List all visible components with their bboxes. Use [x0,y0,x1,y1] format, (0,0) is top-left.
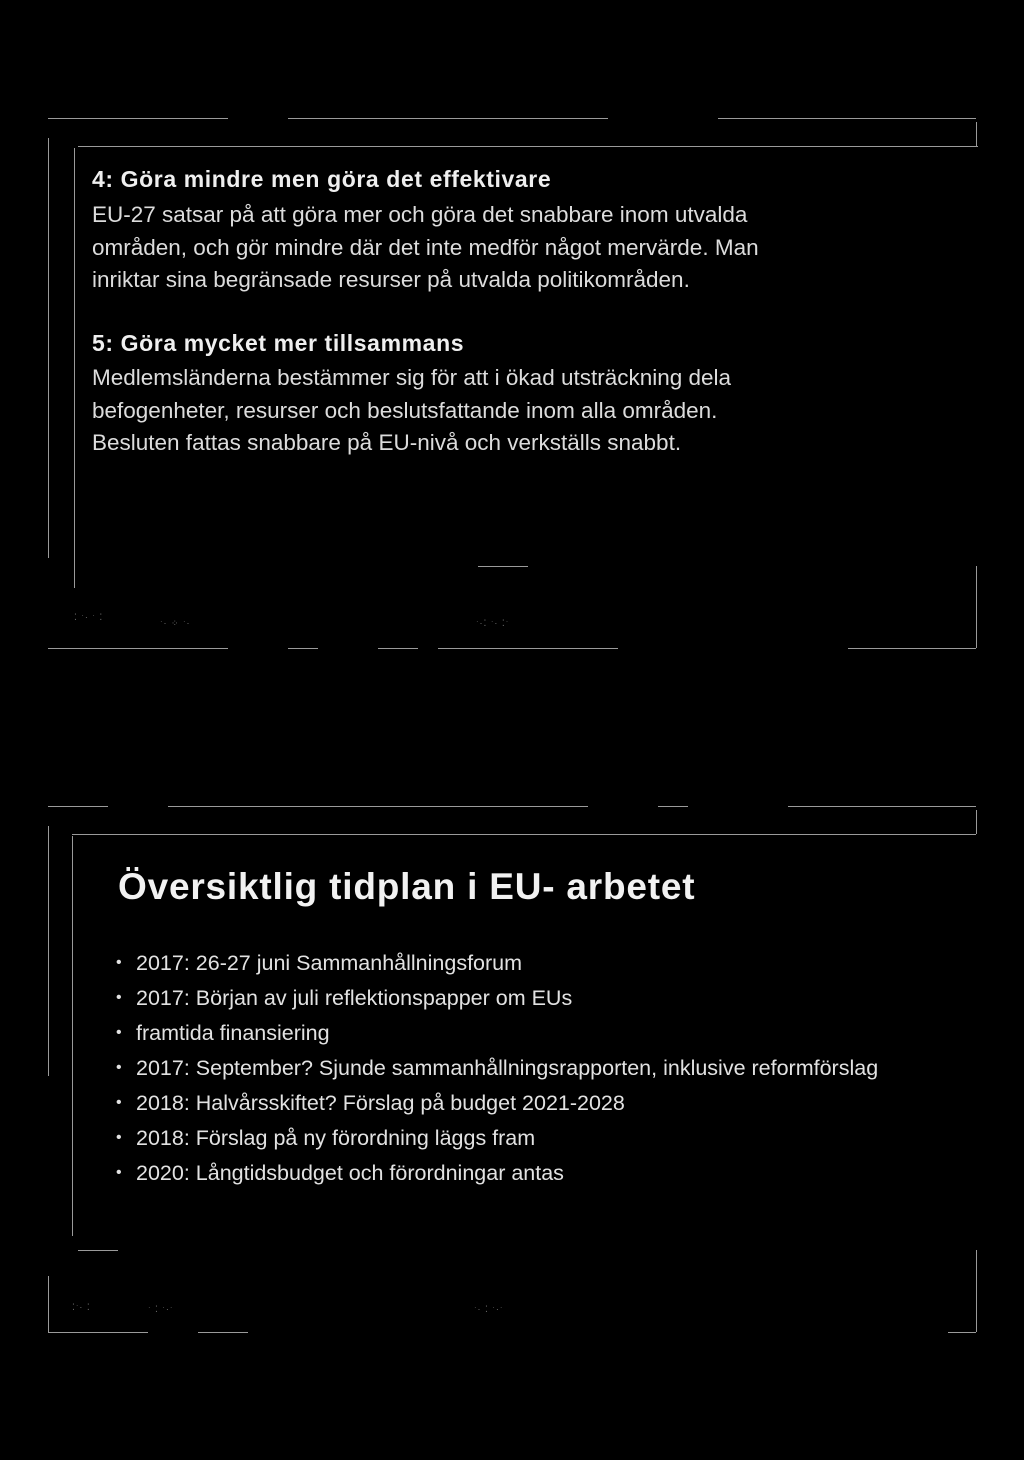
list-item: • framtida finansiering [116,1021,330,1045]
timeline-list [112,952,932,1197]
footer-marks: ⁚ ˑ· ˑ ⁚ [74,612,104,622]
scenario-4-line-1: EU-27 satsar på att göra mer och göra det snabbare inom utvalda [92,202,748,227]
scenario-5-title: 5: Göra mycket mer tillsammans [92,330,465,356]
list-item: • 2017: Början av juli reflektionspapper om EUs [116,986,573,1010]
footer-marks: ˑ·⁚ ˑ· ⁚ˑ [476,618,510,628]
slide-timeline [48,806,978,1336]
list-item: • 2018: Förslag på ny förordning läggs fram [116,1126,536,1150]
footer-marks: ˑ· ⁘ ˑ· [160,618,191,628]
footer-marks: ˑ ⁚ ˑ·ˑ [148,1304,174,1314]
footer-marks: ˑ· ⁚ ˑ·ˑ [474,1304,504,1314]
bullet-icon: • [116,1059,122,1076]
bullet-icon: • [116,954,122,971]
list-item: • 2017: September? Sjunde sammanhållningsrapporten, inklusive reformförslag [116,1056,879,1080]
list-item: • 2018: Halvårsskiftet? Förslag på budget 2021-2028 [116,1091,625,1115]
bullet-icon: • [116,989,122,1006]
scenario-4-line-2: områden, och gör mindre där det inte medför något mervärde. Man [92,234,759,260]
bullet-icon: • [116,1024,122,1041]
list-item: • 2020: Långtidsbudget och förordningar antas [116,1161,564,1185]
scenario-5-line-1: Medlemsländerna bestämmer sig för att i ökad utsträckning dela [92,365,732,390]
bullet-icon: • [116,1129,122,1146]
scenario-5-body [92,362,892,460]
scenario-4-title: 4: Göra mindre men göra det effektivare [92,166,552,192]
bullet-icon: • [116,1094,122,1111]
bullet-icon: • [116,1164,122,1181]
scenario-4-body [92,199,892,297]
scenario-5-line-3: Besluten fattas snabbare på EU-nivå och verkställs snabbt. [92,430,682,455]
scenario-4-line-3: inriktar sina begränsade resurser på utvalda politikområden. [92,267,690,292]
scenario-5-line-2: befogenheter, resurser och beslutsfattande inom alla områden. [92,397,718,423]
timeline-title: Översiktlig tidplan i EU- arbetet [118,866,696,907]
list-item: • 2017: 26-27 juni Sammanhållningsforum [116,951,523,975]
slide-scenarios [48,118,978,650]
footer-marks: ⁚ˑ· ⁚ [72,1302,91,1312]
